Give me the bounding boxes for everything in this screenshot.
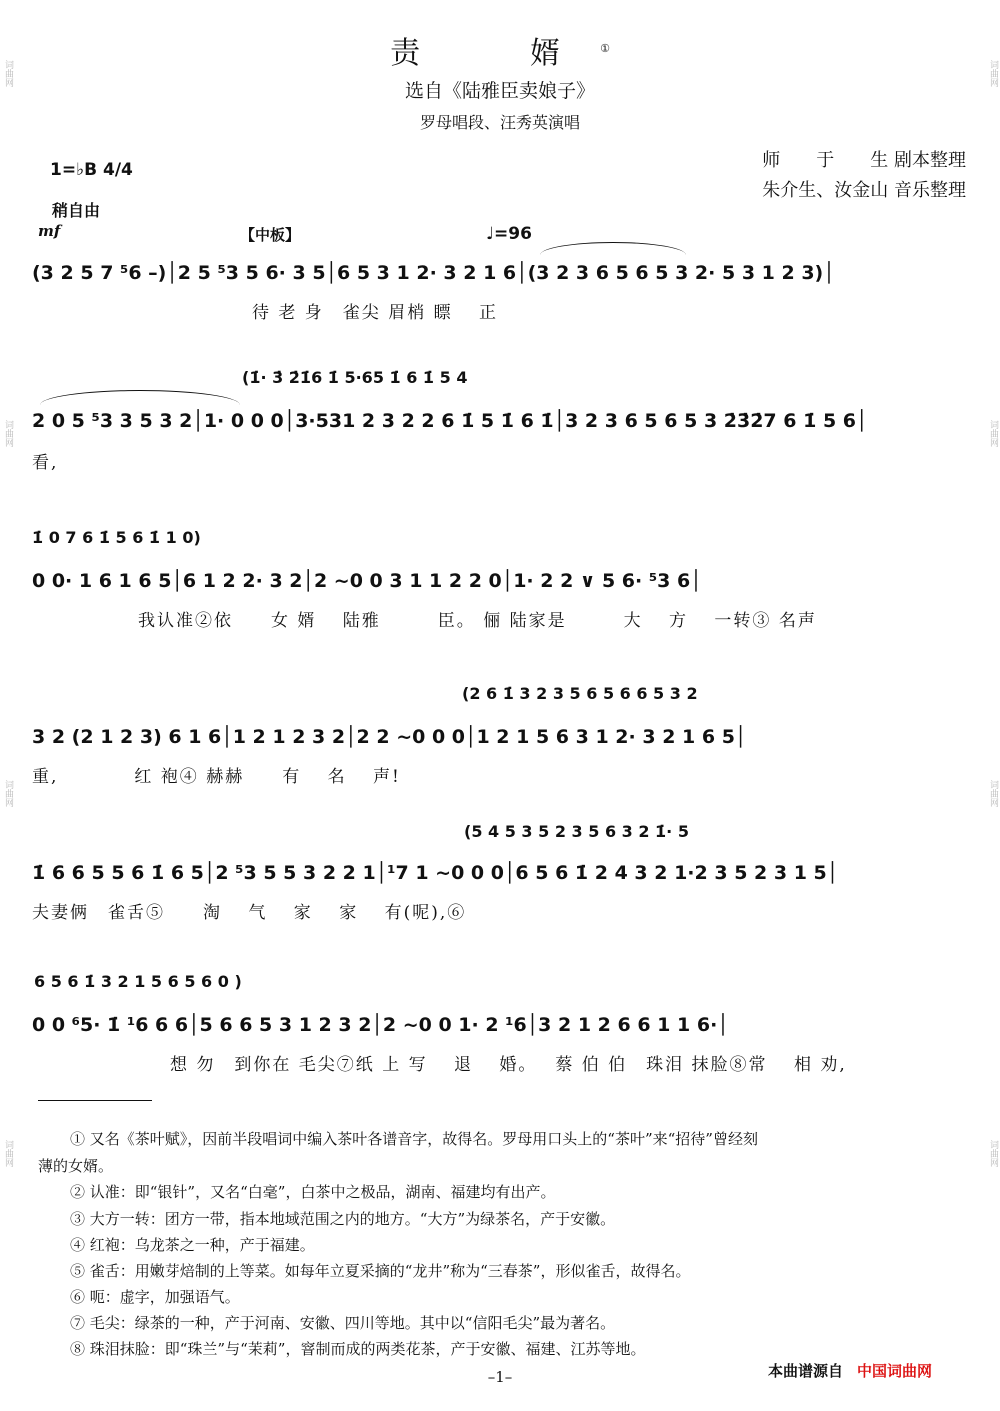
slur-mark <box>40 390 240 405</box>
system-6-lyrics: 想 勿 到你在 毛尖⑦纸 上 写 退 婚。 蔡 伯 伯 珠泪 抹脸⑧常 相 劝, <box>170 1055 847 1075</box>
watermark-left-3: 词曲网 <box>3 780 13 807</box>
song-title: 责 婿① <box>390 36 610 71</box>
system-2-notes: 2 0 5 ⁵3 3 5 3 2│1· 0 0 0│3·531 2 3 2 2 6 1̇ 5 1̇ 6 1̇│3 2 3 6 5 6 5 3 2̇3̇2̇7 6 1̇ 5 6│ <box>32 410 868 432</box>
subtitle: 选自《陆雅臣卖娘子》 <box>404 80 595 102</box>
tempo-free-mark: 稍自由 <box>52 201 101 220</box>
section-mark: 【中板】 <box>240 226 301 244</box>
page-number: –1– <box>487 1368 513 1386</box>
source-site-link[interactable]: 中国词曲网 <box>857 1362 933 1380</box>
system-5-top-line: (5 4 5 3 5 2 3 5 6 3 2 1̇· 5 <box>464 822 689 841</box>
system-1-notes: (3 2 5 7 ⁵6 –)│2 5 ⁵3 5 6· 3 5│6 5 3 1 2· 3 2 1 6│(3 2 3 6 5 6 5 3 2· 5 3 1 2 3)│ <box>32 262 835 284</box>
footnote-3: ③ 大方一转：团方一带，指本地域范围之内的地方。“大方”为绿茶名，产于安徽。 <box>70 1210 616 1228</box>
title-footnote-mark: ① <box>600 42 610 55</box>
system-4-notes: 3 2 (2 1 2 3) 6 1 6│1 2 1 2 3 2│2 2 ~0 0 0│1 2 1 5 6 3 1 2· 3 2 1 6 5│ <box>32 726 747 748</box>
footnote-1: ① 又名《茶叶赋》，因前半段唱词中编入茶叶各谱音字，故得名。罗母用口头上的“茶叶”来“招待”曾经刻 <box>70 1130 758 1148</box>
system-3-lyrics: 我认准②依 女 婿 陆雅 臣。 俪 陆家是 大 方 一转③ 名声 <box>138 611 817 631</box>
system-4-lyrics: 重, 红 袍④ 赫赫 有 名 声! <box>32 767 401 787</box>
watermark-right-3: 词曲网 <box>988 780 998 807</box>
system-1-lyrics: 待 老 身 雀尖 眉梢 瞟 正 <box>252 303 499 323</box>
watermark-right-4: 词曲网 <box>988 1140 998 1167</box>
watermark-right-1: 词曲网 <box>988 60 998 87</box>
footnote-6: ⑥ 呃：虚字，加强语气。 <box>70 1288 240 1306</box>
footnote-1-cont: 薄的女婿。 <box>38 1157 114 1175</box>
credit-script: 师 于 生 剧本整理 <box>762 150 966 171</box>
system-3-notes: 0 0· 1 6 1 6 5│6 1 2 2· 3 2│2 ~0 0 3 1 1 2 2 0│1· 2 2 ∨ 5 6· ⁵3 6│ <box>32 570 702 592</box>
time-signature: 4/4 <box>102 160 133 180</box>
watermark-left-1: 词曲网 <box>3 60 13 87</box>
source-note: 本曲谱源自 中国词曲网 <box>768 1362 933 1380</box>
key-signature: 1=♭B 4/4 <box>50 160 133 180</box>
footnote-7: ⑦ 毛尖：绿茶的一种，产于河南、安徽、四川等地。其中以“信阳毛尖”最为著名。 <box>70 1314 616 1332</box>
footnote-8: ⑧ 珠泪抹脸：即“珠兰”与“茉莉”，窨制而成的两类花茶，产于安徽、福建、江苏等地。 <box>70 1340 646 1358</box>
system-6-notes: 0 0 ⁶5· 1̇ ¹6 6 6│5 6 6 5 3 1 2 3 2│2 ~0 0 1· 2 ¹6│3 2 1 2 6 6 1 1 6·│ <box>32 1014 729 1036</box>
system-5-notes: 1̇ 6 6 5 5 6 1̇ 6 5│2 ⁵3 5 5 3 2 2 1│¹7 1 ~0 0 0│6 5 6 1̇ 2 4 3 2 1·2 3 5 2 3 1 5│ <box>32 862 839 884</box>
footnote-divider <box>38 1100 152 1101</box>
system-2-top-line: (1̇· 3̇ 2̇1̇6 1̇ 5·65 1̇ 6 1̇ 5 4 <box>242 368 468 387</box>
watermark-left-4: 词曲网 <box>3 1140 13 1167</box>
footnote-2: ② 认准：即“银针”，又名“白毫”，白茶中之极品，湖南、福建均有出产。 <box>70 1183 556 1201</box>
credit-music: 朱介生、汝金山 音乐整理 <box>762 180 966 201</box>
system-3-top-line: 1̇ 0 7 6 1̇ 5 6 1̇ 1 0) <box>32 528 201 547</box>
watermark-left-2: 词曲网 <box>3 420 13 447</box>
metronome-mark: ♩=96 <box>486 224 532 244</box>
footnote-5: ⑤ 雀舌：用嫩芽焙制的上等菜。如每年立夏采摘的“龙井”称为“三春茶”，形似雀舌，故得名。 <box>70 1262 691 1280</box>
system-4-top-line: (2 6 1̇ 3 2 3 5 6 5 6 6 5 3 2 <box>462 684 698 703</box>
system-6-top-line: 6 5 6 1̇ 3 2 1 5 6 5 6 0 ) <box>34 972 242 991</box>
dynamic-mark: mf <box>38 222 61 240</box>
footnote-4: ④ 红袍：乌龙茶之一种，产于福建。 <box>70 1236 315 1254</box>
watermark-right-2: 词曲网 <box>988 420 998 447</box>
system-5-lyrics: 夫妻俩 雀舌⑤ 淘 气 家 家 有(呢),⑥ <box>32 903 467 923</box>
slur-mark <box>540 242 686 255</box>
system-2-lyrics: 看, <box>32 453 59 473</box>
performer-line: 罗母唱段、汪秀英演唱 <box>419 113 580 132</box>
